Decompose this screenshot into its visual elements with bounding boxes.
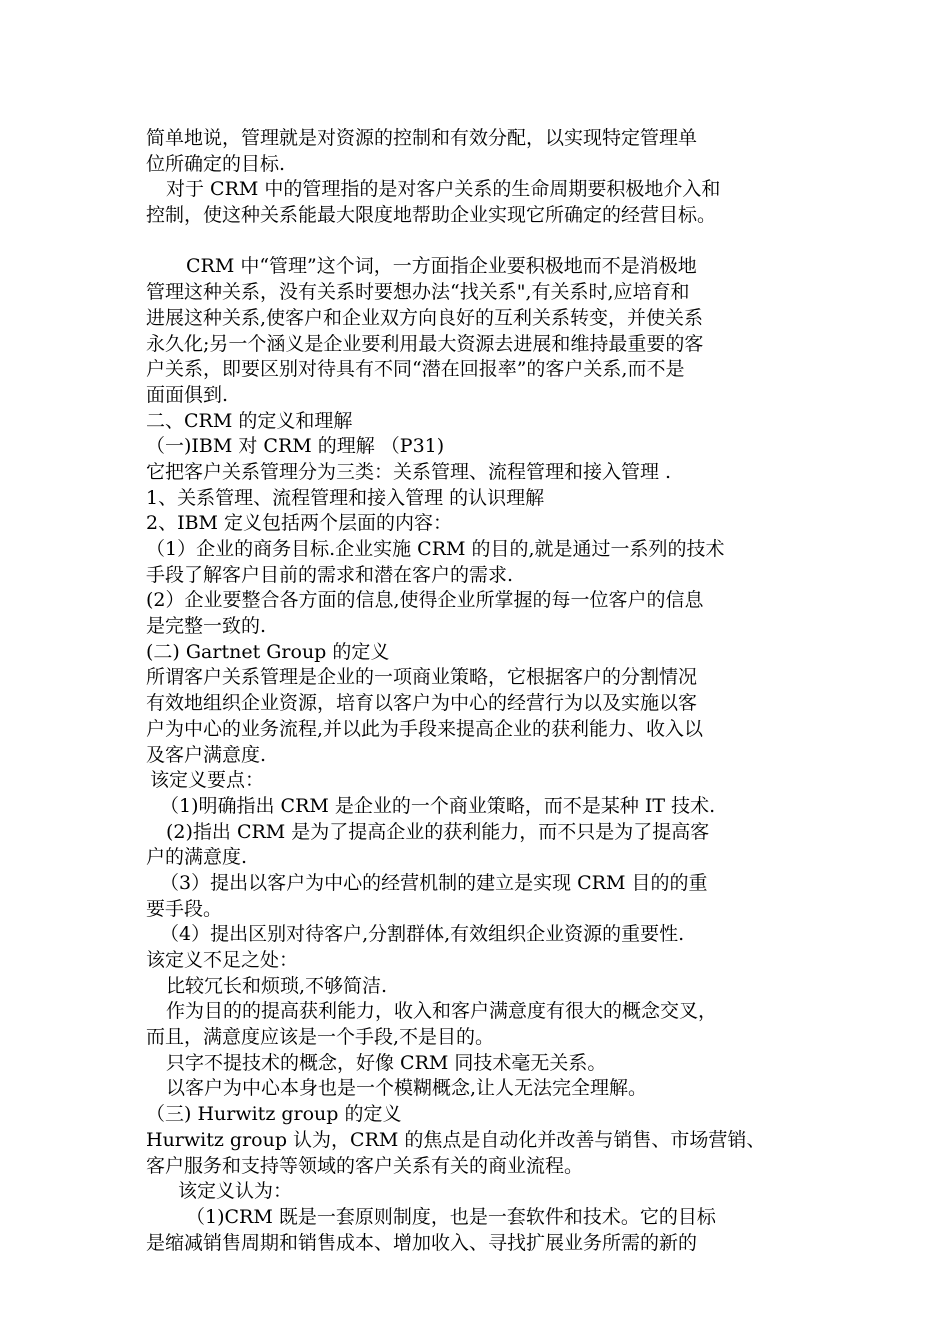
text-line: 户关系，即要区别对待具有不同“潜在回报率”的客户关系,而不是 (146, 358, 685, 381)
text-line: 永久化;另一个涵义是企业要利用最大资源去进展和维持最重要的客 (146, 332, 704, 355)
text-line: CRM 中“管理”这个词，一方面指企业要积极地而不是消极地 (186, 255, 697, 278)
text-line: 简单地说，管理就是对资源的控制和有效分配，以实现特定管理单 (146, 127, 698, 149)
text-line: 是完整一致的. (146, 615, 267, 638)
text-line: 面面俱到. (146, 383, 229, 406)
text-line: 比较冗长和烦琐,不够简洁. (166, 974, 388, 997)
text-line: （1）企业的商务目标.企业实施 CRM 的目的,就是通过一系列的技术 (146, 538, 725, 560)
text-line: 该定义不足之处： (146, 949, 299, 971)
text-line: 只字不提技术的概念，好像 CRM 同技术毫无关系。 (166, 1051, 607, 1074)
text-line: （一)IBM 对 CRM 的理解 （P31) (146, 435, 445, 458)
text-line: （1)明确指出 CRM 是企业的一个商业策略，而不是某种 IT 技术. (160, 794, 716, 817)
text-line: 该定义认为： (178, 1180, 293, 1203)
text-line: 是缩减销售周期和销售成本、增加收入、寻找扩展业务所需的新的 (146, 1231, 698, 1254)
text-line: 对于 CRM 中的管理指的是对客户关系的生命周期要积极地介入和 (166, 178, 721, 201)
text-line: 二、CRM 的定义和理解 (146, 409, 353, 432)
text-line: 要手段。 (146, 897, 223, 920)
text-line: 有效地组织企业资源，培育以客户为中心的经营行为以及实施以客 (146, 692, 698, 715)
text-line: 1、关系管理、流程管理和接入管理 的认识理解 (146, 486, 545, 509)
text-line: (2)指出 CRM 是为了提高企业的获利能力，而不只是为了提高客 (166, 820, 710, 843)
text-line: （1)CRM 既是一套原则制度，也是一套软件和技术。它的目标 (186, 1205, 716, 1228)
text-line: (二) Gartnet Group 的定义 (146, 640, 390, 663)
text-line: 作为目的的提高获利能力，收入和客户满意度有很大的概念交叉， (166, 1000, 718, 1023)
text-line: 控制，使这种关系能最大限度地帮助企业实现它所确定的经营目标。 (146, 204, 717, 227)
text-line: 户的满意度. (146, 846, 248, 869)
text-line: 以客户为中心本身也是一个模糊概念,让人无法完全理解。 (166, 1077, 648, 1100)
text-line: 它把客户关系管理分为三类：关系管理、流程管理和接入管理 . (146, 460, 672, 483)
text-line (146, 229, 836, 255)
text-line: 所谓客户关系管理是企业的一项商业策略，它根据客户的分割情况 (146, 666, 698, 689)
text-line: 该定义要点： (150, 769, 265, 792)
text-line: 位所确定的目标. (146, 152, 286, 175)
text-line: 手段了解客户目前的需求和潜在客户的需求. (146, 563, 514, 586)
text-line: （3）提出以客户为中心的经营机制的建立是实现 CRM 目的的重 (160, 871, 708, 894)
text-line: （4）提出区别对待客户,分割群体,有效组织企业资源的重要性. (160, 923, 685, 946)
text-line: 及客户满意度. (146, 743, 267, 766)
text-line: （三) Hurwitz group 的定义 (146, 1103, 402, 1126)
document-body (146, 126, 836, 1256)
text-line: 2、IBM 定义包括两个层面的内容： (146, 512, 453, 535)
text-line: (2）企业要整合各方面的信息,使得企业所掌握的每一位客户的信息 (146, 589, 704, 612)
text-line: 客户服务和支持等领域的客户关系有关的商业流程。 (146, 1154, 584, 1177)
text-line: 进展这种关系,使客户和企业双方向良好的互利关系转变，并使关系 (146, 306, 704, 329)
text-line: 户为中心的业务流程,并以此为手段来提高企业的获利能力、收入以 (146, 717, 704, 740)
text-line: 管理这种关系，没有关系时要想办法“找关系",有关系时,应培育和 (146, 281, 690, 304)
text-line: Hurwitz group 认为，CRM 的焦点是自动化并改善与销售、市场营销、 (146, 1128, 766, 1151)
text-line: 而且，满意度应该是一个手段,不是目的。 (146, 1026, 495, 1049)
